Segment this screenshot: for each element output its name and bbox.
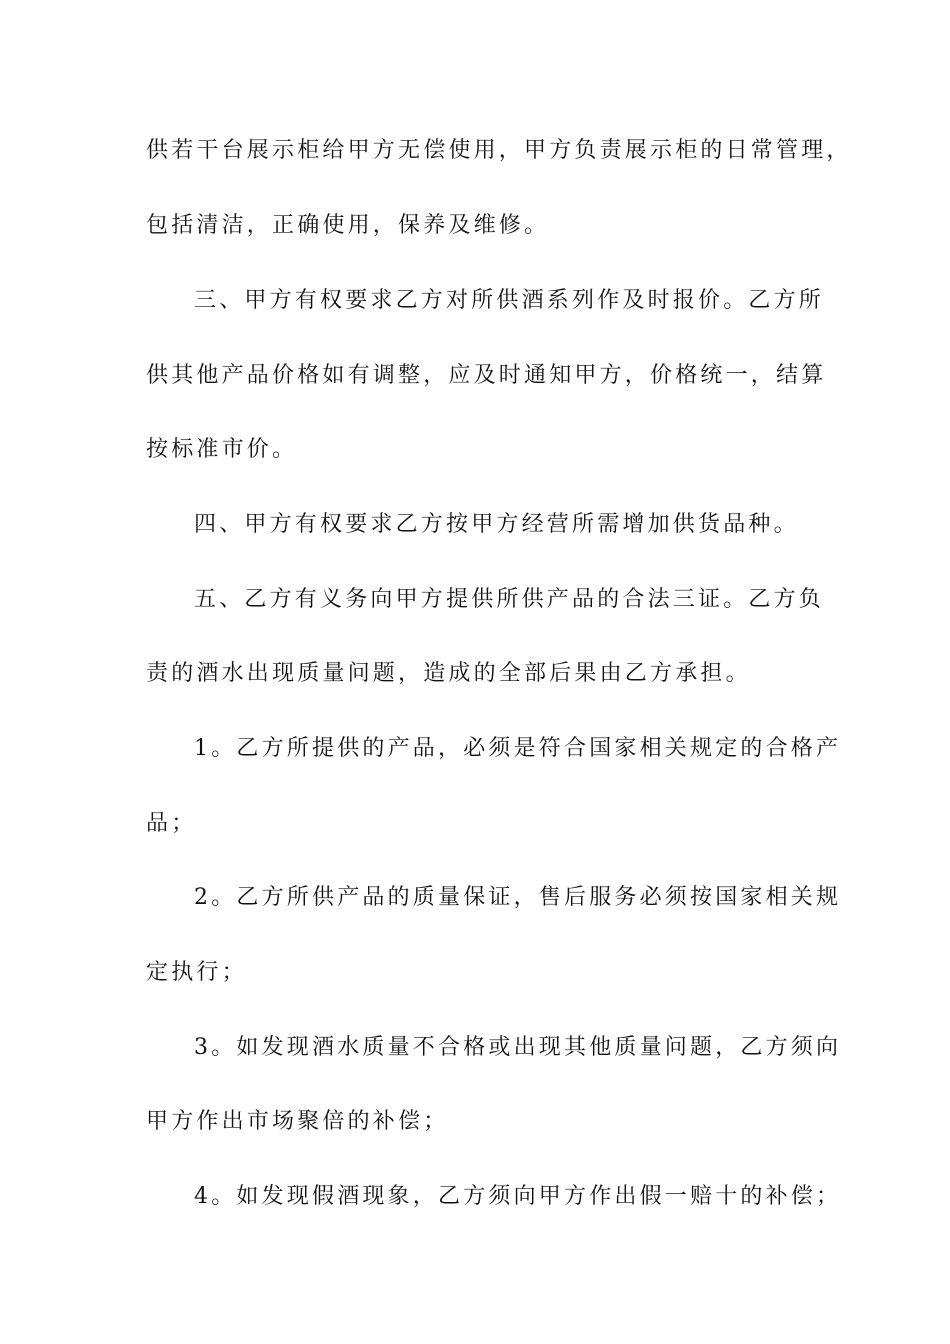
- text-line: 定执行；: [146, 960, 247, 985]
- paragraph-3-start: 三、甲方有权要求乙方对所供酒系列作及时报价。乙方所: [194, 288, 825, 313]
- list-item-4: 4。如发现假酒现象，乙方须向甲方作出假一赔十的补偿；: [194, 1184, 842, 1209]
- list-item-1-start: 1。乙方所提供的产品，必须是符合国家相关规定的合格产: [194, 736, 842, 761]
- text-line: 甲方作出市场聚倍的补偿；: [146, 1109, 449, 1134]
- text-line: 包括清洁，正确使用，保养及维修。: [146, 213, 550, 238]
- text-line: 供其他产品价格如有调整，应及时通知甲方，价格统一，结算: [146, 363, 827, 388]
- text-line: 责的酒水出现质量问题，造成的全部后果由乙方承担。: [146, 661, 751, 686]
- paragraph-5-start: 五、乙方有义务向甲方提供所供产品的合法三证。乙方负: [194, 587, 825, 612]
- list-item-2-start: 2。乙方所供产品的质量保证，售后服务必须按国家相关规: [194, 885, 842, 910]
- text-line: 品；: [146, 811, 197, 836]
- text-line: 按标准市价。: [146, 437, 298, 462]
- text-line: 供若干台展示柜给甲方无偿使用，甲方负责展示柜的日常管理，: [146, 138, 852, 163]
- paragraph-4: 四、甲方有权要求乙方按甲方经营所需增加供货品种。: [194, 512, 799, 537]
- list-item-3-start: 3。如发现酒水质量不合格或出现其他质量问题，乙方须向: [194, 1035, 842, 1060]
